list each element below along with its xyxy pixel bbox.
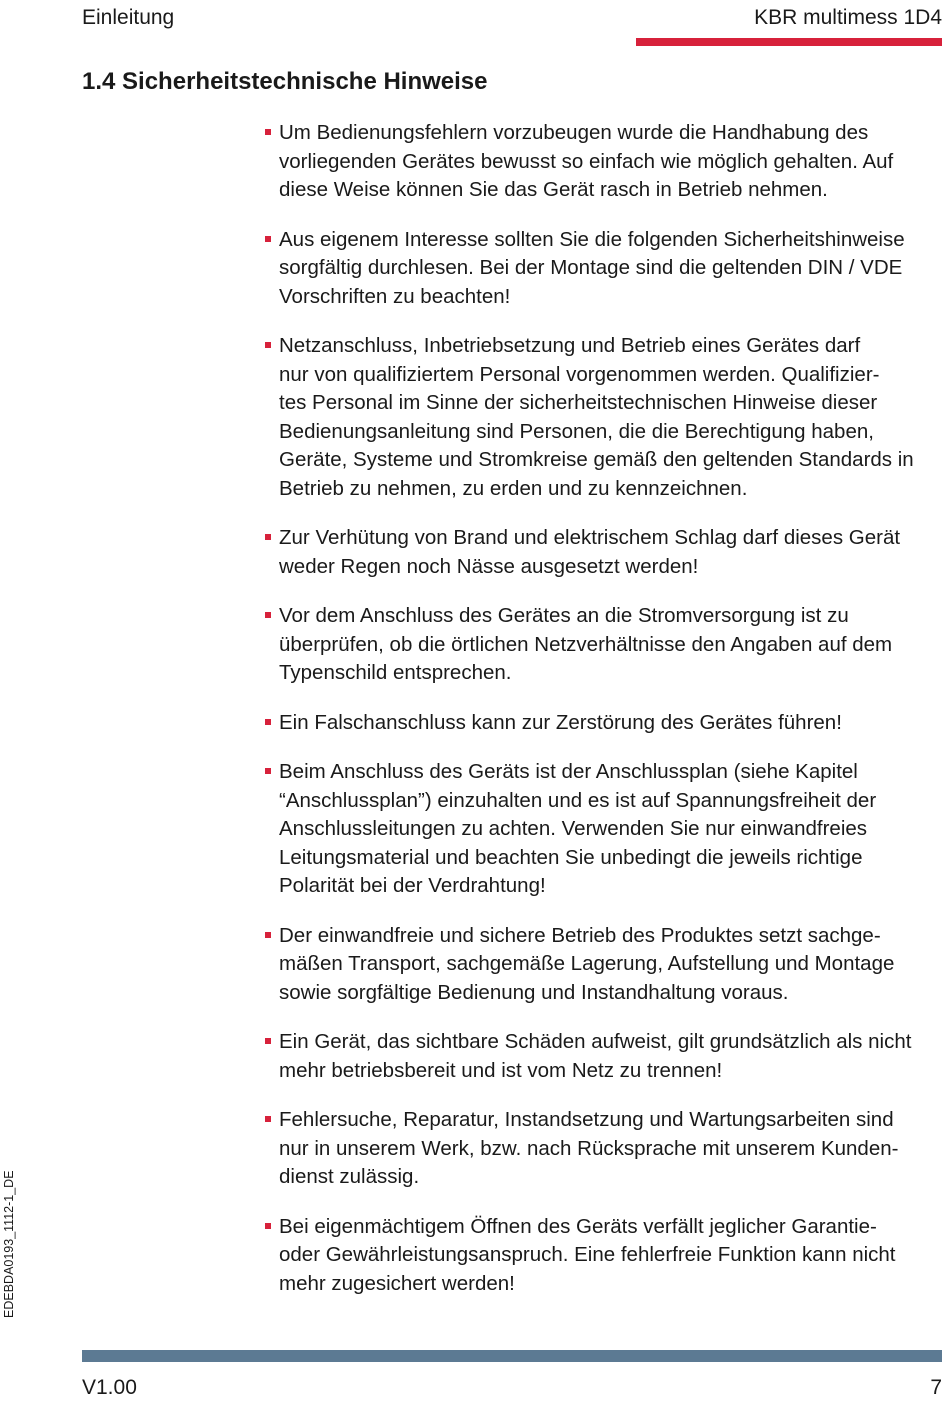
bullet-icon: [265, 236, 271, 242]
list-item: [263, 922, 950, 1008]
page-number: 7: [930, 1376, 942, 1399]
document-id: EDEBDA0193_1112-1_DE: [2, 1170, 16, 1318]
page-title: 1.4 Sicherheitstechnische Hinweise: [82, 68, 488, 95]
header-accent-bar: [636, 38, 942, 46]
list-item-text: Beim Anschluss des Geräts ist der Anschlussplan (siehe Kapitel “Anschlussplan”) einzuhalten und es ist auf Spannungsfreiheit der Anschlussleitungen zu achten. Verwenden Sie nur einwandfreies Leitungsmaterial und beachten Sie unbedingt die jeweils richtige Polarität bei der Verdrahtung!: [279, 760, 877, 897]
footer-version: V1.00: [82, 1376, 137, 1399]
bullet-icon: [265, 1116, 271, 1122]
bullet-icon: [265, 342, 271, 348]
list-item: [263, 1213, 950, 1299]
list-item: [263, 1106, 950, 1192]
safety-list: [263, 119, 950, 1319]
list-item-text: Netzanschluss, Inbetriebsetzung und Betrieb eines Gerätes darf nur von qualifiziertem Personal vorgenommen werden. Qualifizier- tes Personal im Sinne der sicherheitstechnischen Hinweise dieser Bedienungsanleitung sind Personen, die die Berechtigung haben, Geräte, Systeme und Stromkreise gemäß den geltenden Standards in Betrieb zu nehmen, zu erden und zu kennzeichnen.: [279, 334, 914, 500]
list-item-text: Ein Falschanschluss kann zur Zerstörung des Gerätes führen!: [279, 710, 842, 734]
list-item-text: Aus eigenem Interesse sollten Sie die folgenden Sicherheitshinweise sorgfältig durchlesen. Bei der Montage sind die geltenden DIN / VDE Vorschriften zu beachten!: [279, 227, 905, 308]
bullet-icon: [265, 1038, 271, 1044]
bullet-icon: [265, 1223, 271, 1229]
header-section: Einleitung: [82, 6, 175, 29]
list-item-text: Ein Gerät, das sichtbare Schäden aufweist, gilt grundsätzlich als nicht mehr betriebsbereit und ist vom Netz zu trennen!: [279, 1030, 912, 1082]
bullet-icon: [265, 612, 271, 618]
bullet-icon: [265, 534, 271, 540]
list-item: [263, 602, 950, 688]
header-product: KBR multimess 1D4: [754, 6, 942, 29]
bullet-icon: [265, 719, 271, 725]
footer-bar: [82, 1350, 942, 1362]
list-item: [263, 1028, 950, 1085]
list-item: [263, 226, 950, 312]
bullet-icon: [265, 768, 271, 774]
list-item-text: Fehlersuche, Reparatur, Instandsetzung und Wartungsarbeiten sind nur in unserem Werk, bzw. nach Rücksprache mit unserem Kunden- dienst zulässig.: [279, 1108, 899, 1188]
list-item: [263, 709, 950, 738]
list-item: [263, 758, 950, 901]
list-item-text: Vor dem Anschluss des Gerätes an die Stromversorgung ist zu überprüfen, ob die örtlichen Netzverhältnisse den Angaben auf dem Typenschild entsprechen.: [279, 604, 893, 684]
list-item-text: Um Bedienungsfehlern vorzubeugen wurde die Handhabung des vorliegenden Gerätes bewusst so einfach wie möglich gehalten. Auf diese Weise können Sie das Gerät rasch in Betrieb nehmen.: [279, 121, 894, 201]
list-item-text: Der einwandfreie und sichere Betrieb des Produktes setzt sachge- mäßen Transport, sachgemäße Lagerung, Aufstellung und Montage sowie sorgfältige Bedienung und Instandhaltung voraus.: [279, 923, 895, 1004]
list-item: [263, 524, 950, 581]
list-item-text: Zur Verhütung von Brand und elektrischem Schlag darf dieses Gerät weder Regen noch Nässe ausgesetzt werden!: [279, 526, 901, 578]
list-item-text: Bei eigenmächtigem Öffnen des Geräts verfällt jeglicher Garantie- oder Gewährleistungsanspruch. Eine fehlerfreie Funktion kann nicht mehr zugesichert werden!: [279, 1214, 896, 1295]
bullet-icon: [265, 129, 271, 135]
list-item: [263, 332, 950, 503]
bullet-icon: [265, 932, 271, 938]
list-item: [263, 119, 950, 205]
